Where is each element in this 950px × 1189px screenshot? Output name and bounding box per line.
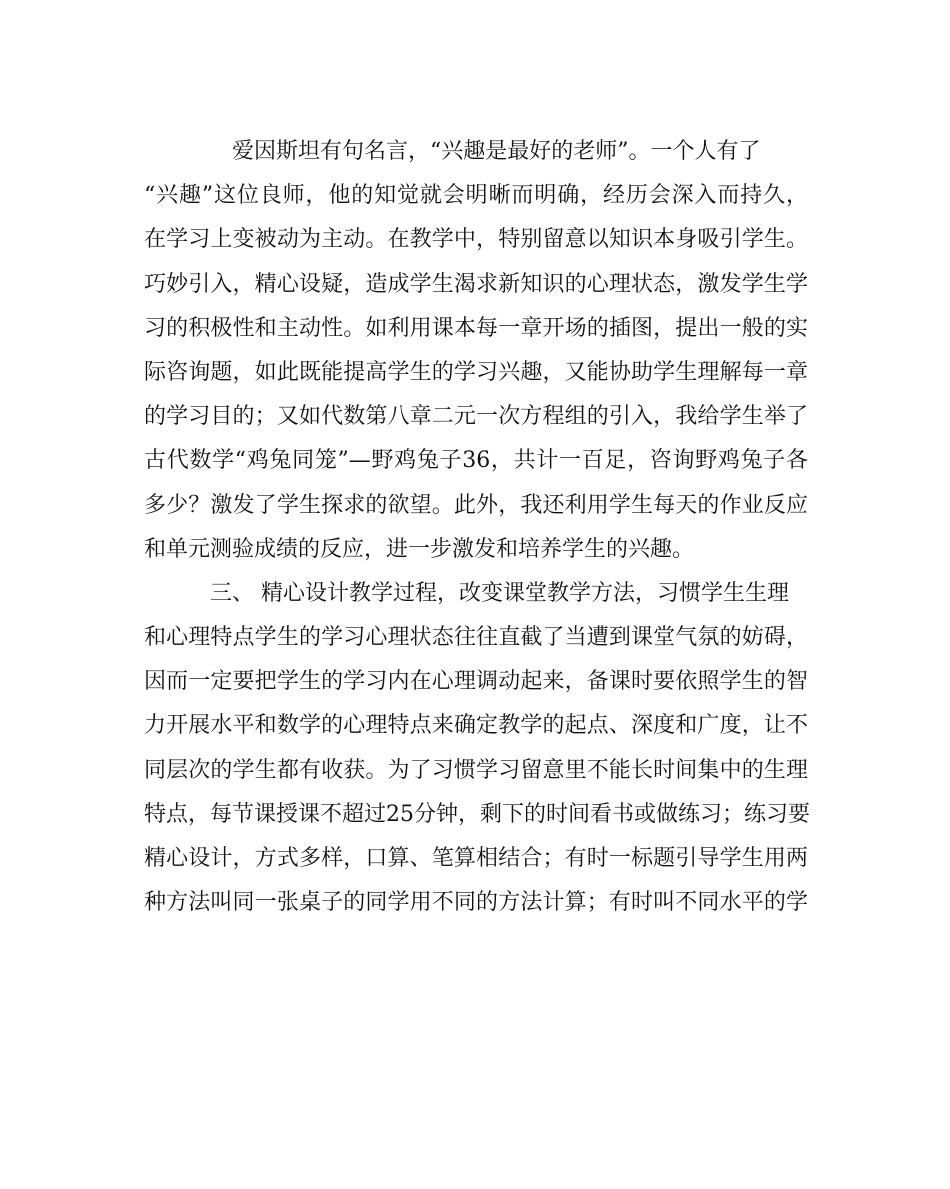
text-line: “兴趣”这位良师，他的知觉就会明晰而明确，经历会深入而持久， [144, 183, 808, 209]
text-line: 在学习上变被动为主动。在教学中，特别留意以知识本身吸引学生。 [144, 227, 808, 253]
text-line: 特点，每节课授课不超过25分钟，剩下的时间看书或做练习；练习要 [144, 801, 810, 827]
text-line: 的学习目的；又如代数第八章二元一次方程组的引入，我给学生举了 [144, 404, 808, 430]
text-line: 古代数学“鸡兔同笼”—野鸡兔子36，共计一百足，咨询野鸡兔子各 [144, 448, 808, 474]
document-body [144, 130, 808, 925]
text-line: 爱因斯坦有句名言，“兴趣是最好的老师”。一个人有了 [232, 139, 761, 164]
section-heading-line: 三、 精心设计教学过程，改变课堂教学方法，习惯学生生理 [210, 580, 789, 606]
text-line: 多少？激发了学生探求的欲望。此外，我还利用学生每天的作业反应 [144, 492, 808, 518]
text-line: 和心理特点学生的学习心理状态往往直截了当遭到课堂气氛的妨碍， [144, 625, 808, 651]
text-line: 同层次的学生都有收获。为了习惯学习留意里不能长时间集中的生理 [144, 757, 808, 783]
paragraph-teaching-process [144, 572, 808, 926]
text-line: 际咨询题，如此既能提高学生的学习兴趣，又能协助学生理解每一章 [144, 359, 808, 385]
text-line: 巧妙引入，精心设疑，造成学生渴求新知识的心理状态，激发学生学 [144, 271, 808, 297]
paragraph-interest [144, 130, 808, 572]
text-line: 力开展水平和数学的心理特点来确定教学的起点、深度和广度，让不 [144, 713, 808, 739]
text-line: 和单元测验成绩的反应，进一步激发和培养学生的兴趣。 [144, 536, 695, 562]
text-line: 种方法叫同一张桌子的同学用不同的方法计算；有时叫不同水平的学 [144, 890, 808, 916]
text-line: 习的积极性和主动性。如利用课本每一章开场的插图，提出一般的实 [144, 315, 808, 341]
text-line: 因而一定要把学生的学习内在心理调动起来，备课时要依照学生的智 [144, 669, 808, 695]
text-line: 精心设计，方式多样，口算、笔算相结合；有时一标题引导学生用两 [144, 846, 808, 871]
